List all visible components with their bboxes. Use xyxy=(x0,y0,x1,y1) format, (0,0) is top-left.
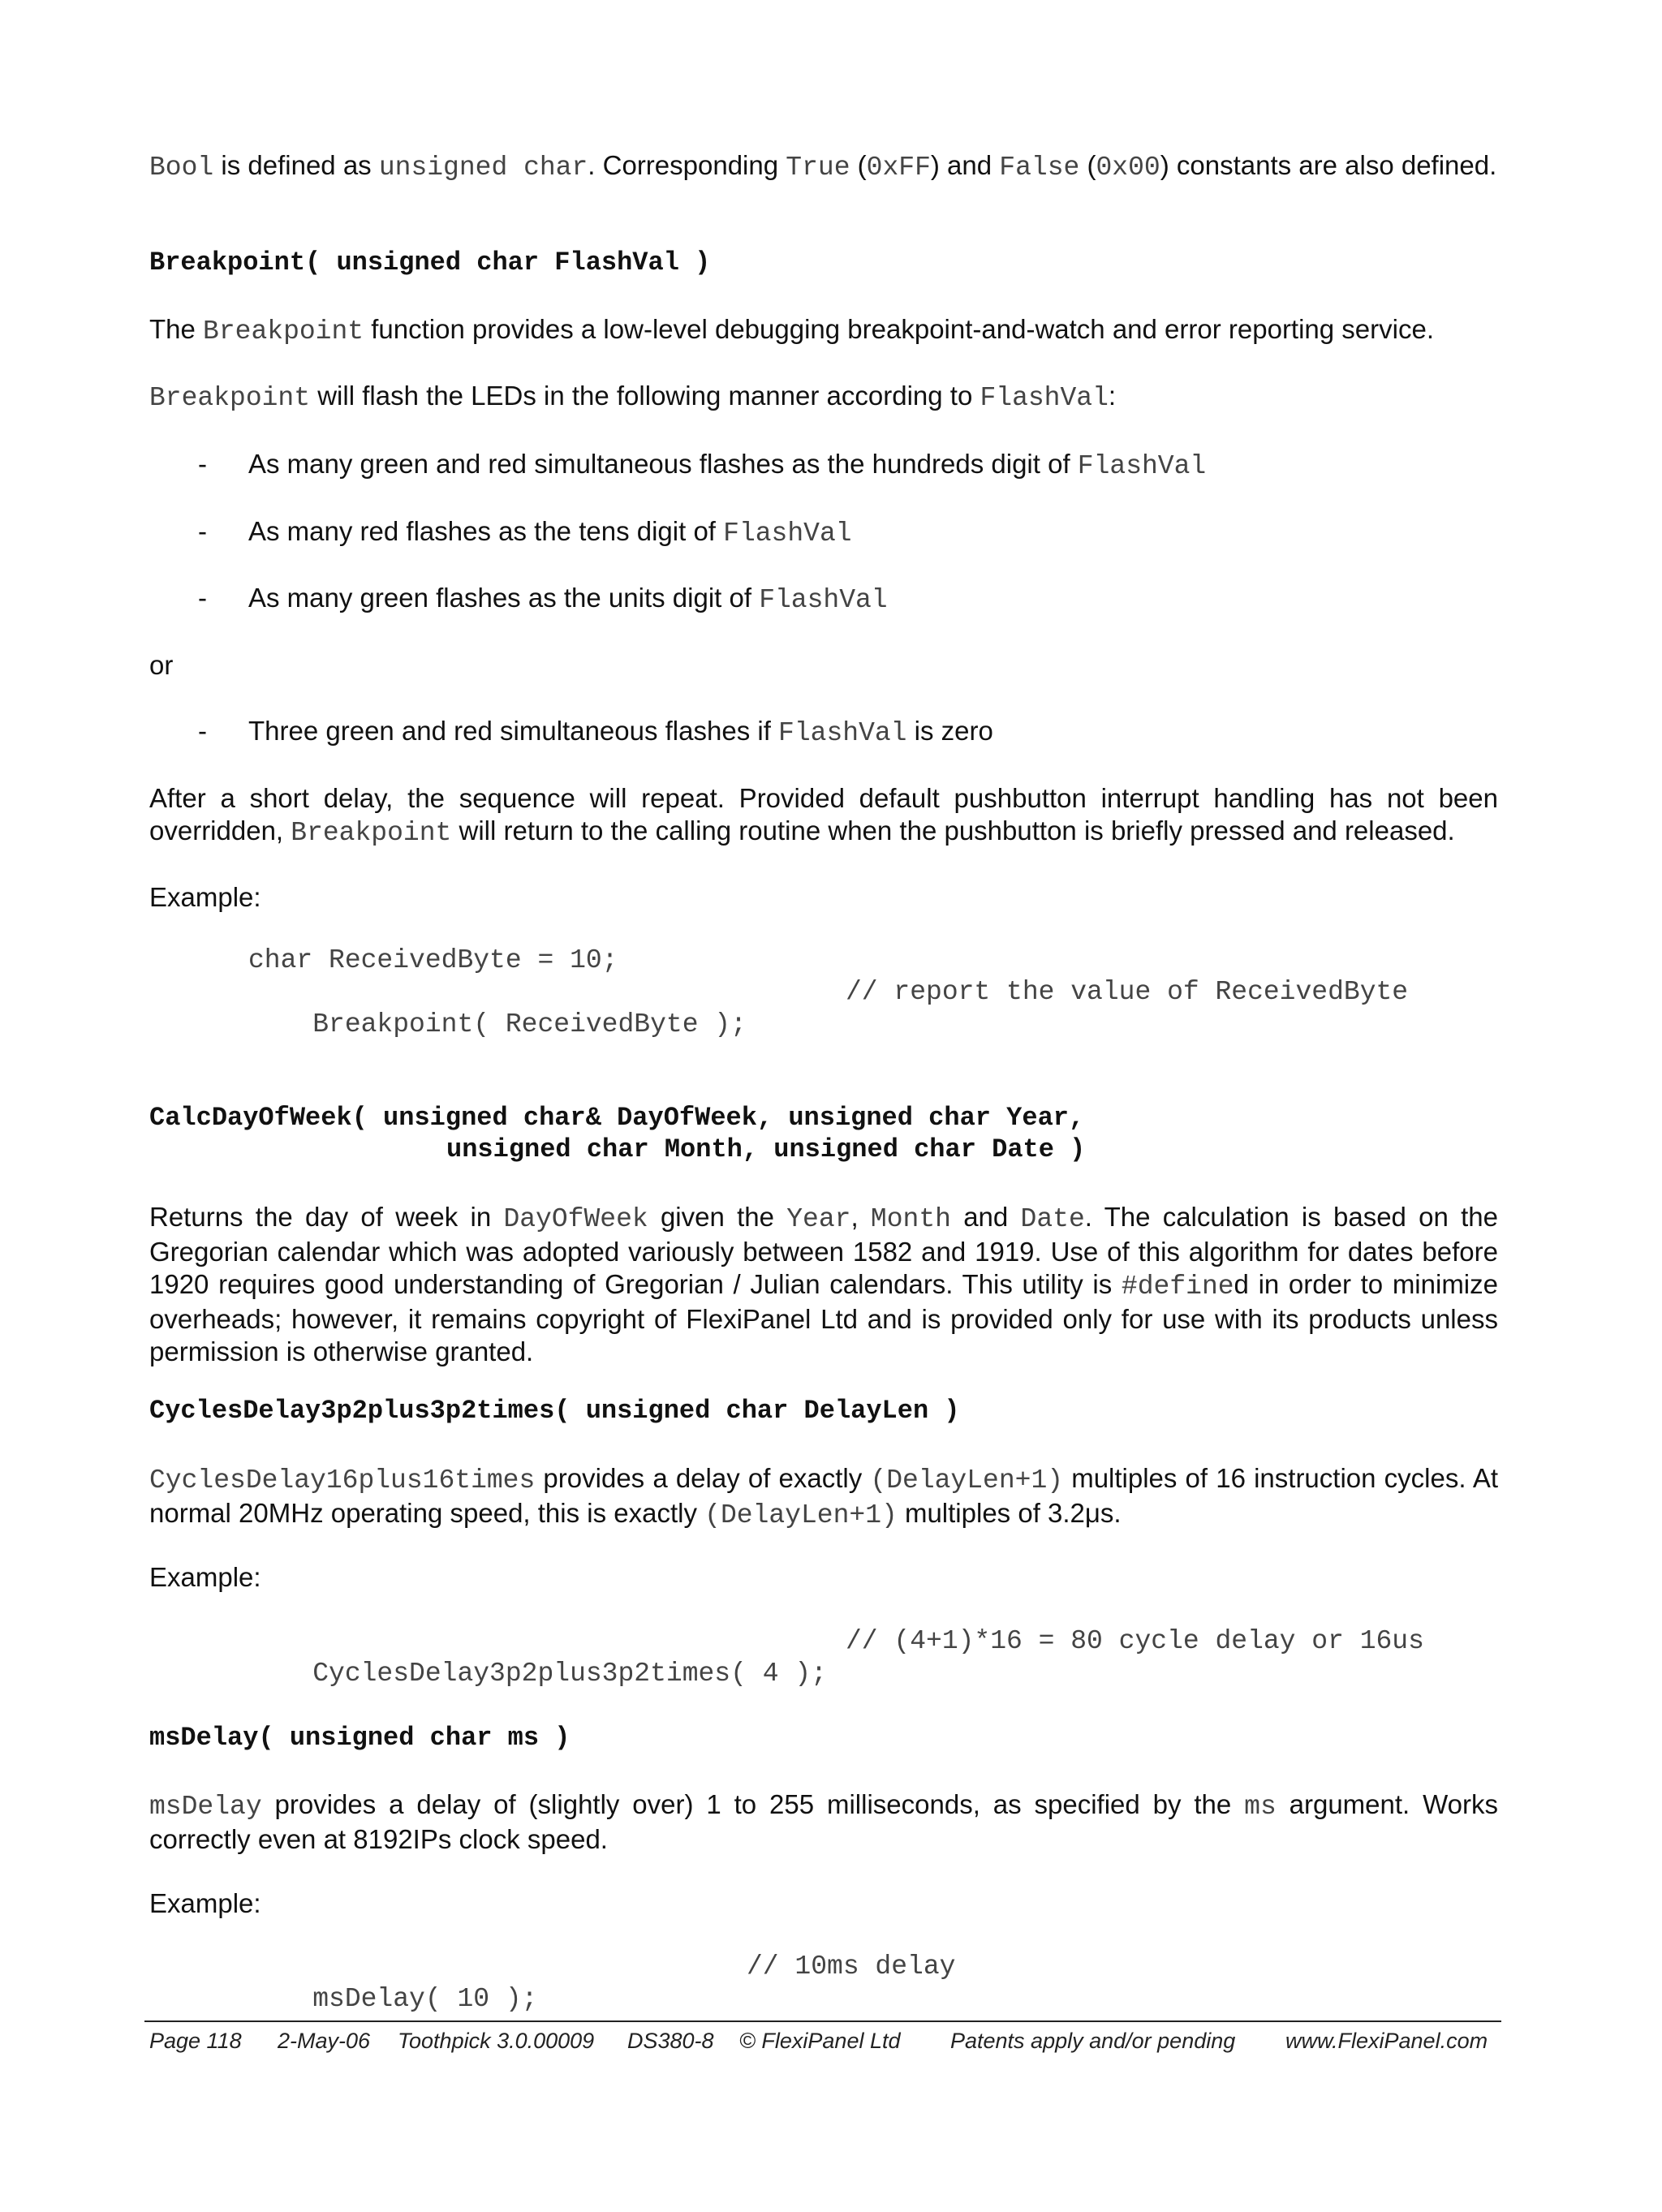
text: After a short delay, the sequence will repeat. Provided default pushbutton interrupt handling has not been overridden, xyxy=(149,783,1498,846)
code-comment: // report the value of ReceivedByte xyxy=(846,977,1409,1007)
code-flashval: FlashVal xyxy=(1077,451,1207,481)
text: and xyxy=(950,1202,1021,1232)
code-dayofweek: DayOfWeek xyxy=(503,1204,648,1234)
text: will return to the calling routine when the pushbutton is briefly pressed and released. xyxy=(451,816,1455,846)
text: function provides a low-level debugging breakpoint-and-watch and error reporting service. xyxy=(364,314,1434,344)
text: : xyxy=(1108,381,1117,411)
example-label: Example: xyxy=(149,1562,261,1592)
breakpoint-flash-intro xyxy=(149,380,1498,415)
intro-text: is defined as xyxy=(213,150,379,180)
code-example-line xyxy=(248,1951,1498,2081)
code-breakpoint: Breakpoint xyxy=(149,383,311,413)
calcdayofweek-description xyxy=(149,1201,1498,1368)
code-delaylen: (DelayLen+1) xyxy=(704,1500,898,1530)
text: . The calculation is based on the Gregorian calendar which was adopted variously between 1582 and 1919. Use of this algorithm for dates before 1920 requires good understanding of Gregorian / Julian calendars. This utility is xyxy=(149,1202,1499,1299)
text: Returns the day of week in xyxy=(149,1202,504,1232)
text: given the xyxy=(648,1202,787,1232)
text: multiples of 16 instruction cycles. At normal 20MHz operating speed, this is exactly xyxy=(149,1463,1499,1528)
text: provides a delay of exactly xyxy=(535,1463,871,1493)
code-example-line: char ReceivedByte = 10; xyxy=(248,945,618,975)
footer-divider xyxy=(144,2020,1501,2022)
bullet-dash: - xyxy=(198,716,207,746)
cyclesdelay-description xyxy=(149,1462,1498,1532)
cyclesdelay-heading: CyclesDelay3p2plus3p2times( unsigned char DelayLen ) xyxy=(149,1396,960,1426)
footer-product: Toothpick 3.0.00009 xyxy=(398,2029,595,2053)
code-false: False xyxy=(999,153,1080,183)
code-true: True xyxy=(786,153,850,183)
or-text: or xyxy=(149,650,174,680)
code-cyclesdelay: CyclesDelay16plus16times xyxy=(149,1465,536,1495)
intro-text: ) constants are also defined. xyxy=(1160,150,1497,180)
code-example-line xyxy=(248,976,1498,1106)
text: will flash the LEDs in the following manner according to xyxy=(310,381,980,411)
bullet-text: As many green flashes as the units digit of xyxy=(248,583,760,613)
code-0x00: 0x00 xyxy=(1096,153,1160,183)
code-bool: Bool xyxy=(149,153,214,183)
bullet-text: Three green and red simultaneous flashes if xyxy=(248,716,779,746)
code-statement: Breakpoint( ReceivedByte ); xyxy=(312,1009,747,1039)
calcdayofweek-heading-cont: unsigned char Month, unsigned char Date ) xyxy=(446,1134,1086,1164)
footer-patents: Patents apply and/or pending xyxy=(950,2029,1236,2053)
intro-paragraph xyxy=(149,149,1498,184)
msdelay-heading: msDelay( unsigned char ms ) xyxy=(149,1723,571,1753)
example-label: Example: xyxy=(149,882,261,912)
footer-date: 2-May-06 xyxy=(278,2029,371,2053)
text: d in order to minimize overheads; however, it remains copyright of FlexiPanel Ltd and is provided only for use with its products unless permission is otherwise granted. xyxy=(149,1269,1498,1366)
code-delaylen: (DelayLen+1) xyxy=(870,1465,1064,1495)
code-flashval: FlashVal xyxy=(759,585,888,615)
bullet-text: As many green and red simultaneous flashes as the hundreds digit of xyxy=(248,449,1078,479)
text: multiples of 3.2μs. xyxy=(897,1498,1122,1528)
code-flashval: FlashVal xyxy=(723,519,852,549)
code-unsigned-char: unsigned char xyxy=(378,153,588,183)
code-flashval: FlashVal xyxy=(778,718,907,748)
code-month: Month xyxy=(870,1204,951,1234)
text: argument. Works correctly even at 8192IPs clock speed. xyxy=(149,1789,1498,1854)
code-msdelay: msDelay xyxy=(149,1792,262,1822)
footer-copyright: © FlexiPanel Ltd xyxy=(739,2029,901,2053)
intro-text: . Corresponding xyxy=(588,150,786,180)
text: provides a delay of (slightly over) 1 to 255 milliseconds, as specified by the xyxy=(261,1789,1245,1819)
breakpoint-description xyxy=(149,313,1498,348)
text: The xyxy=(149,314,204,344)
intro-text: ) and xyxy=(930,150,1000,180)
code-statement: CyclesDelay3p2plus3p2times( 4 ); xyxy=(312,1659,827,1689)
code-statement: msDelay( 10 ); xyxy=(312,1984,538,2014)
footer-doc-id: DS380-8 xyxy=(627,2029,714,2053)
intro-text: ( xyxy=(850,150,867,180)
bullet-text: As many red flashes as the tens digit of xyxy=(248,516,724,546)
bullet-dash: - xyxy=(198,449,207,479)
code-year: Year xyxy=(786,1204,851,1234)
code-comment: // 10ms delay xyxy=(747,1952,956,1982)
code-breakpoint: Breakpoint xyxy=(203,316,364,346)
bullet-dash: - xyxy=(198,583,207,613)
code-ms: ms xyxy=(1244,1792,1277,1822)
breakpoint-heading: Breakpoint( unsigned char FlashVal ) xyxy=(149,247,711,278)
breakpoint-repeat-paragraph xyxy=(149,782,1498,850)
code-breakpoint: Breakpoint xyxy=(291,818,452,848)
msdelay-description xyxy=(149,1788,1498,1856)
code-flashval: FlashVal xyxy=(980,383,1109,413)
code-0xff: 0xFF xyxy=(866,153,931,183)
code-define: #define xyxy=(1121,1272,1234,1302)
code-comment: // (4+1)*16 = 80 cycle delay or 16us xyxy=(846,1626,1424,1656)
footer-page-number: Page 118 xyxy=(149,2029,242,2053)
text: , xyxy=(850,1202,871,1232)
example-label: Example: xyxy=(149,1888,261,1918)
code-date: Date xyxy=(1020,1204,1085,1234)
footer-website-link[interactable]: www.FlexiPanel.com xyxy=(1285,2029,1488,2053)
intro-text: ( xyxy=(1079,150,1096,180)
bullet-dash: - xyxy=(198,516,207,546)
calcdayofweek-heading: CalcDayOfWeek( unsigned char& DayOfWeek, unsigned char Year, xyxy=(149,1103,1085,1133)
bullet-tail: is zero xyxy=(906,716,993,746)
